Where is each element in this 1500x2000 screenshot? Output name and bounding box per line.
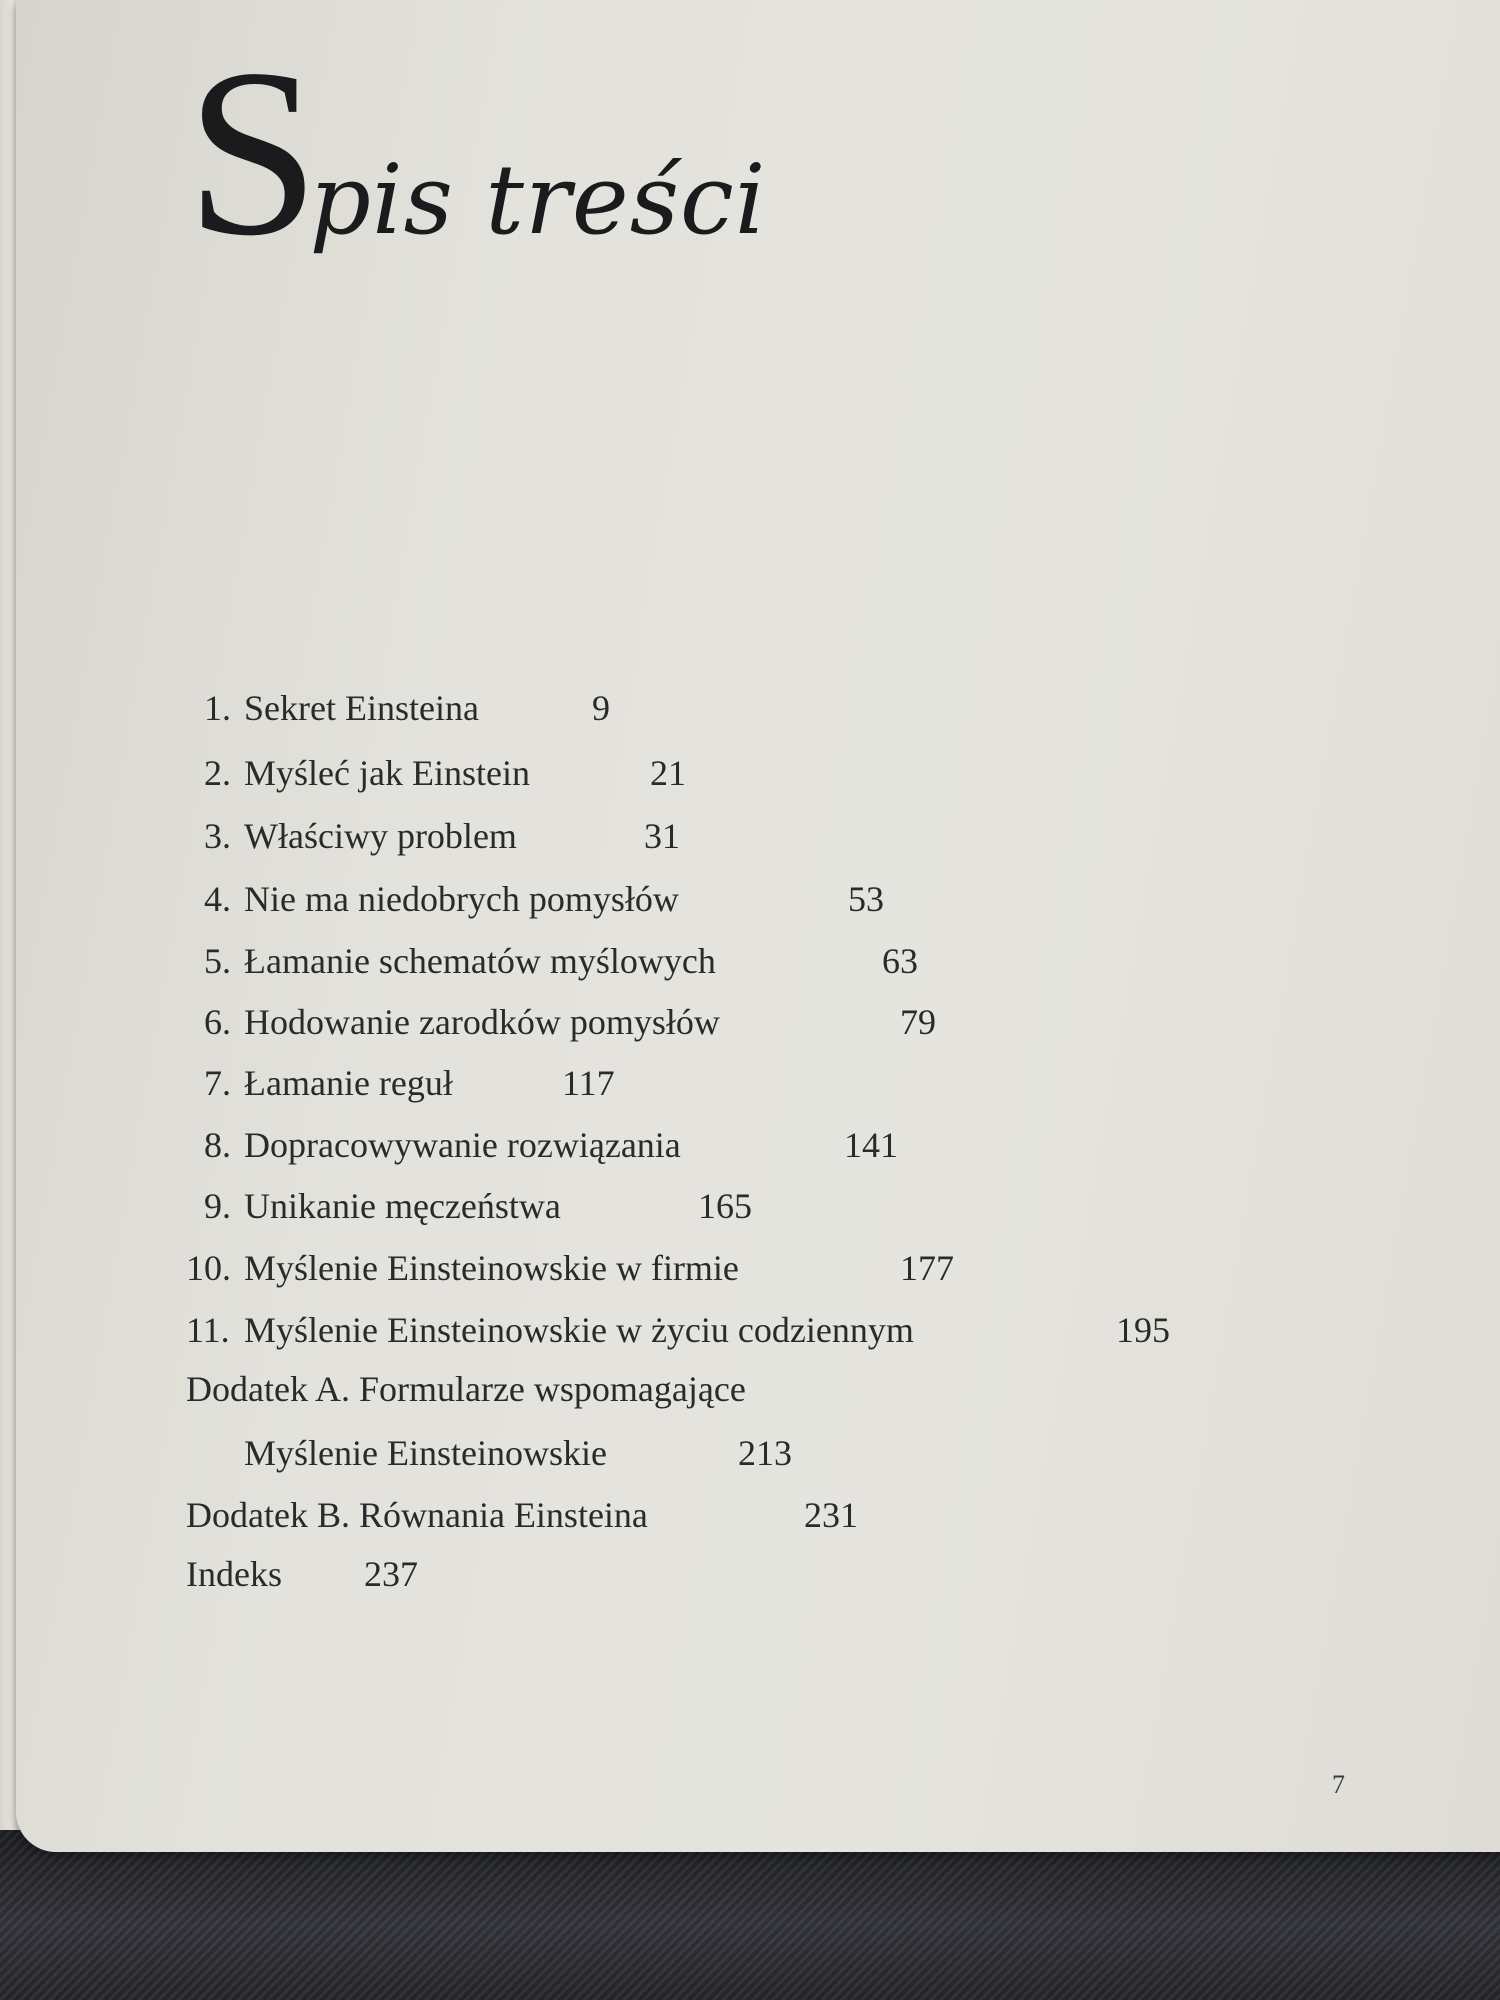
toc-title: Dodatek B. Równania Einsteina [186,1495,648,1535]
toc-title: Indeks [186,1554,282,1594]
toc-number: 3. [204,816,231,856]
toc-number: 2. [204,753,231,793]
toc-title: Łamanie schematów myślowych [244,941,716,981]
toc-number: 9. [204,1186,231,1226]
toc-title: Sekret Einsteina [244,688,479,728]
toc-number: 10. [186,1248,231,1288]
title-rest: pis treści [309,144,767,256]
toc-number: 11. [186,1310,230,1350]
toc-page: 9 [592,688,610,728]
toc-number: 8. [204,1125,231,1165]
toc-title: Myśleć jak Einstein [244,753,530,793]
table-of-contents [16,0,1500,1852]
toc-page: 195 [1116,1310,1170,1350]
toc-title: Myślenie Einsteinowskie w firmie [244,1248,739,1288]
toc-title: Właściwy problem [244,816,517,856]
toc-title: Unikanie męczeństwa [244,1186,561,1226]
toc-page: 141 [844,1125,898,1165]
toc-number: 1. [204,688,231,728]
toc-page: 237 [364,1554,418,1594]
toc-page: 21 [650,753,686,793]
toc-page: 177 [900,1248,954,1288]
toc-page: 117 [562,1063,615,1103]
toc-title: Myślenie Einsteinowskie w życiu codziennym [244,1310,914,1350]
toc-page: 53 [848,879,884,919]
toc-page: 231 [804,1495,858,1535]
toc-page: 31 [644,816,680,856]
toc-title-continued: Myślenie Einsteinowskie [244,1433,607,1473]
background-fabric [0,1830,1500,2000]
book-page [16,0,1500,1852]
toc-number: 4. [204,879,231,919]
toc-title: Hodowanie zarodków pomysłów [244,1002,720,1042]
toc-page: 63 [882,941,918,981]
page-number: 7 [1332,1770,1345,1799]
toc-page: 165 [698,1186,752,1226]
toc-page: 79 [900,1002,936,1042]
toc-title: Nie ma niedobrych pomysłów [244,879,679,919]
toc-number: 5. [204,941,231,981]
toc-title: Dodatek A. Formularze wspomagające [186,1369,746,1409]
toc-title: Łamanie reguł [244,1063,453,1103]
toc-title: Dopracowywanie rozwiązania [244,1125,681,1165]
toc-number: 7. [204,1063,231,1103]
title-initial: S [186,19,316,285]
toc-number: 6. [204,1002,231,1042]
toc-page: 213 [738,1433,792,1473]
